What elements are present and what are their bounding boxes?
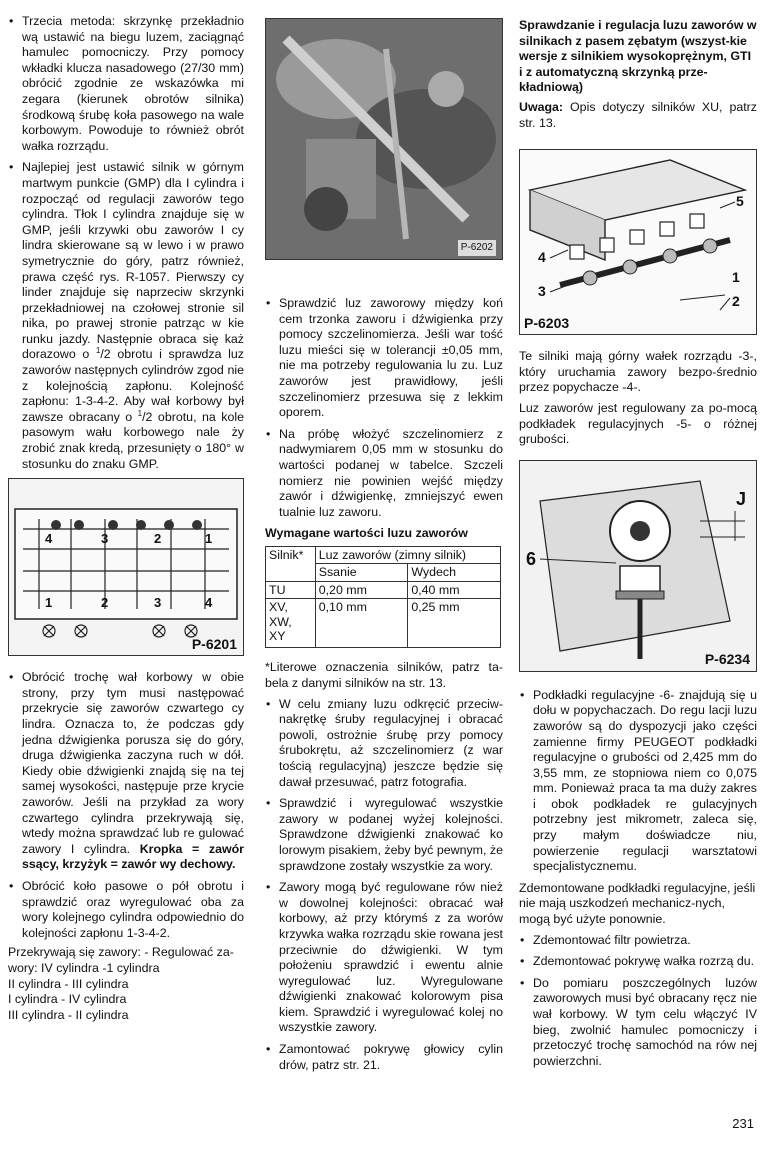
cyl-num: 2 [101,595,109,611]
bullet-shims: • Podkładki regulacyjne -6- znajdują się u dołu w popychaczach. Do regu lacji luzu zaworów są do dyspozycji jako części zamienne firmy PEUGEOT podkładki regulacyjne o grubości od 2,425 mm do 3,55 mm, ze stopniowa niem co 0,075 mm. Ponieważ praca ta ma duży zakres i obok podkładek re gulacyjnych potrzebny jest mikrometr, zaleca się, przy małym doświadcze niu, powierzenie regulacji warsztatowi specjalistycznemu. [519,688,757,875]
clearance-table [265,546,501,649]
overlap-list: Przekrywają się zawory: - Regulować za- wory: IV cylindra -1 cylindra II cylindra - III cylindra I cylindra - IV cylindra III cylindra - II cylindra [8,945,234,1022]
bullet-check-clearance: • Sprawdzić luz zaworowy między koń cem trzonka zaworu i dźwigienka przy pomocy szczelinomierza. Jeśli war tość luzu mieści się w tolerancji ±0,05 mm, nie ma potrzeby regulowania lu zu. Luz zaworów jest prawidłowy, jeśli szczelinomierz przesuwa się z lekkim oporem. [265,296,503,421]
table-header-clearance: Luz zaworów (zimny silnik) [315,546,500,564]
bullet-overlap: • Obrócić trochę wał korbowy w obie strony, przy tym musi następować przekrycie się zaworów czwartego cy lindra. Oznacza to, że podczas gdy jedna dźwigienka porusza się do góry, druga dźwigienka zaczyna ruch w dół. Kiedy obie dźwigienki znajdą się na tej samej wysokości, następuje prze krycie zaworów. Jeśli na przykład za wory czwartego cylindra przekrywają się, wtedy można sprawdzać lub re gulować zawory I cylindra. Kropka = zawór ssący, krzyżyk = zawór wy dechowy. [8,670,244,873]
figure-p6203 [519,149,757,335]
cyl-num: 4 [205,595,213,611]
bullet-air-filter: • Zdemontować filtr powietrza. [519,933,757,949]
bullet-pulley: • Obrócić koło pasowe o pół obrotu i sprawdzić oraz wyregulować oba za wory kolejnego cylindra odpowiednio do kolejności zapłonu 1-3-4-2. [8,879,244,941]
cyl-num: 1 [205,531,213,547]
figure-label: P-6201 [191,635,237,652]
bullet-any-order: • Zawory mogą być regulowane rów nież w dowolnej kolejności: obracać wał korbowy, aż przy którymś z za worów krzywka wałka rozrządu skie rowana jest przeciwnie do dźwigienki. W tym położeniu sprawdzić i ewentu alnie wyregulować luz. Wyregulowane dźwigienki znakować kolorowym pisa kiem. Sprawdzić i wyregulować kolej no wszystkie zawory. [265,880,503,1036]
callout-4: 4 [538,249,546,266]
para-shims: Luz zaworów jest regulowany za po-mocą podkładek regulacyjnych -5- o różnej grubości. [519,400,757,447]
para-reuse: Zdemontowane podkładki regulacyjne, jeśli nie mają uszkodzeń mechanicz-nych, mogą być użyte ponownie. [519,880,756,927]
bullet-oversize-gauge: • Na próbę włożyć szczelinomierz z nadwymiarem 0,05 mm w stosunku do wartości podanej w tabelce. Szczeli nomierz nie powinien wejść między zawór i dźwigienkę, zmniejszyć ewen tualnie luz zaworu. [265,427,503,521]
tappet-diagram [520,461,756,671]
adjustment-photo [266,19,502,259]
para-camshaft: Te silniki mają górny wałek rozrządu -3-, który uruchamia zawory bezpo-średnio przez popychacze -4-. [519,349,757,395]
table-footnote: *Literowe oznaczenia silników, patrz ta-bela z danymi silników na str. 13. [265,660,503,690]
photo-label: P-6202 [458,240,496,256]
callout-1: 1 [732,269,740,286]
table-row: XV, XW, XY 0,10 mm 0,25 mm [266,599,501,648]
table-row: TU 0,20 mm 0,40 mm [266,581,501,599]
bullet-list-top [265,296,503,520]
page-number: 231 [732,1116,754,1131]
bullet-change-clearance: • W celu zmiany luzu odkręcić przeciw-nakrętkę śruby regulacyjnej i obracać powoli, ostrożnie śrubę przy pomocy śrubokrętu, aż szczelinomierz (z war tością regulacyjną) jeszcze będzie się dawał przesuwać, patrz fotografia. [265,697,503,791]
cyl-num: 3 [101,531,109,547]
bullet-check-all: • Sprawdzić i wyregulować wszystkie zawory w podanej wyżej kolejności. Sprawdzone dźwigienki znakować ko lorowym pisakiem, żeby być pewnym, że sprawdzone zostały wszystkie za wory. [265,796,503,874]
table-subheader-exhaust: Wydech [408,564,501,582]
figure-p6201 [8,478,244,656]
callout-5: 5 [736,193,744,210]
camshaft-diagram [520,150,756,334]
bullet-list-steps [519,933,757,1070]
figure-label: P-6203 [524,314,570,331]
column-middle [265,18,503,1079]
table-subheader-intake: Ssanie [315,564,408,582]
bullet-cam-cover: • Zdemontować pokrywę wałka rozrzą du. [519,954,757,970]
bullet-list-shims [519,688,757,875]
cyl-num: 2 [154,531,162,547]
column-left [8,14,244,1023]
table-title: Wymagane wartości luzu zaworów [265,526,468,541]
cyl-num: 1 [45,595,53,611]
note: Uwaga: Opis dotyczy silników XU, patrz str. 13. [519,99,757,130]
photo-p6202 [265,18,503,260]
callout-6: 6 [526,548,537,569]
valve-diagram [9,479,243,655]
bullet-list-bottom [8,670,244,941]
cyl-num: 4 [45,531,53,547]
figure-label: P-6234 [704,651,750,668]
column-right [519,18,757,1075]
cyl-num: 3 [154,595,162,611]
bullet-list-top [8,14,244,472]
callout-j: J [736,488,747,509]
callout-3: 3 [538,283,546,300]
bullet-third-method: • Trzecia metoda: skrzynkę przekładnio wą ustawić na biegu luzem, zaciągnąć hamulec pomocniczy. Przy pomocy wkładki klucza nasadowego (27/30 mm) obrócić zgodnie ze wskazówka mi zegara (kierunek obrotów silnika) środkową śrubę koła pasowego na wale korbowym. Powoduje to również obrót wałka rozrządu. [8,14,244,154]
bullet-rotate: • Do pomiaru poszczególnych luzów zaworowych musi być obracany ręcz nie wał korbowy. W tym celu włączyć IV bieg, zwolnić hamulec pomocniczy i przetoczyć trochę samochód na rów nej powierzchni. [519,976,757,1070]
bullet-gmp: • Najlepiej jest ustawić silnik w górnym martwym punkcie (GMP) dla I cylindra i rozpocząć od regulacji zaworów tego cylindra. Tłok I cylindra znajduje się w GMP, jeśli krzywki obu zaworów I cy lindra skierowane są w lewo i w prawo symetrycznie do góry, patrz również, prawa część rys. R-1057. Pierwszy cy linder znajduje się naprzeciw skrzynki przekładniowej na czołowej stronie sil nika, po prawej stronie patrząc w kie runku jazdy. Następnie obraca się każ dorazowo o $^1$/2 obrotu i sprawdza luz zaworów następnych cylindrów zgod nie z kolejnością zapłonu. Kolejność zapłonu: 1-3-4-2. Aby wał korbowy był zawsze obracany o $^1$/2 obrotu, na kole pasowym wału korbowego nale ży zrobić znak kredą, przesunięty o 180° w stosunku do znaku GMP. [8,160,244,472]
callout-2: 2 [732,293,740,310]
bullet-list-bottom [265,697,503,1074]
bullet-install-cover: • Zamontować pokrywę głowicy cylin drów, patrz str. 21. [265,1042,503,1073]
figure-p6234 [519,460,757,672]
table-header-engine: Silnik* [266,546,316,581]
section-heading: Sprawdzanie i regulacja luzu zaworów w silnikach z pasem zębatym (wszyst-kie wersje z silnikiem wysokoprężnym, GTI i z automatyczną skrzynką prze-kładniową) [519,18,757,95]
